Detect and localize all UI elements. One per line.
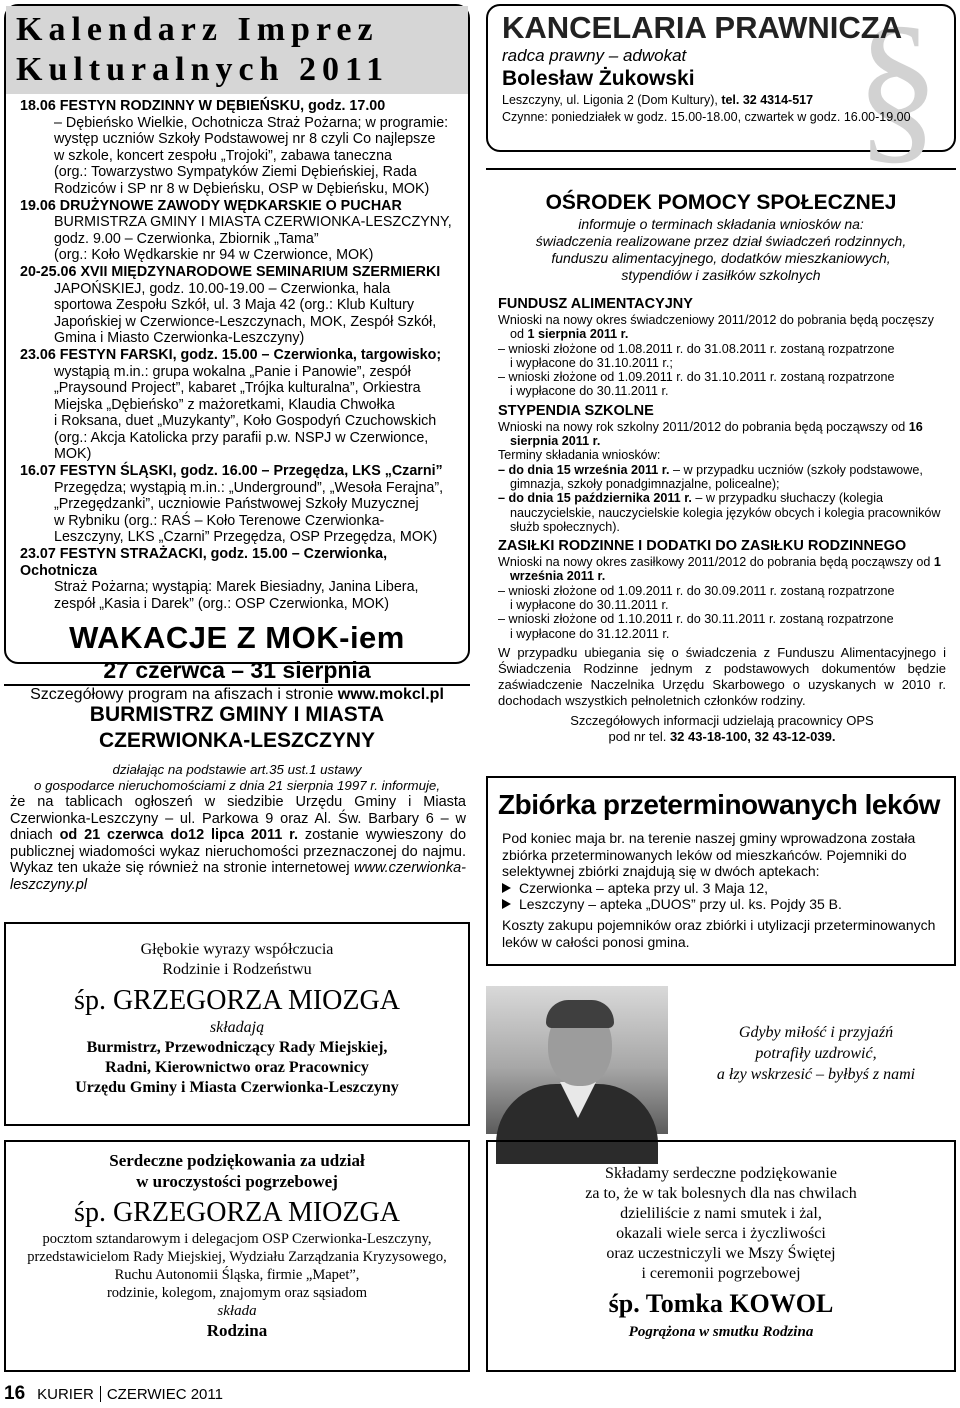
event-line: Japońskiej w Czerwionce-Leszczynach, MOK, Zespół Szkół, — [54, 313, 437, 330]
event-line: występ uczniów Szkoły Podstawowej nr 8 czyli Co najlepsze — [54, 131, 436, 148]
calendar-events — [6, 94, 468, 612]
event-title: FESTYN ŚLĄSKI, godz. 16.00 – Przegędza, LKS „Czarni” — [59, 463, 443, 480]
calendar-event-head — [20, 463, 458, 480]
fundusz-heading: FUNDUSZ ALIMENTACYJNY — [498, 296, 693, 312]
kancelaria-phone: tel. 32 4314-517 — [721, 93, 814, 107]
fundusz-item-2: – wnioski złożone od 1.09.2011 r. do 31.10.2011 r. zostaną rozpatrzone — [498, 370, 895, 385]
event-line: w Rybniku (org.: RAŚ – Koło Terenowe Czerwionka- — [54, 512, 385, 529]
issue-month: CZERWIEC 2011 — [106, 1385, 223, 1403]
event-line: (org.: Akcja Katolicka przy parafii p.w. NSPJ w Czerwionce, MOK) — [54, 429, 429, 463]
calendar-event — [20, 463, 458, 546]
zbiorka-title: Zbiórka przeterminowanych leków — [498, 789, 940, 820]
event-line: Straż Pożarna; wystąpią: Marek Biesiadny, Janina Libera, — [54, 579, 419, 596]
ops-intro-1: informuje o terminach składania wniosków na: — [578, 216, 864, 232]
burmistrz-url[interactable]: www.czerwionka-leszczyny.pl — [10, 860, 466, 893]
event-date: 20-25.06 — [20, 263, 77, 280]
thanks1-head-1: Serdeczne podziękowania za udział — [109, 1151, 365, 1170]
event-line: BURMISTRZA GMINY I MIASTA CZERWIONKA-LESZCZYNY, — [54, 214, 452, 231]
page-number: 16 — [4, 1383, 26, 1404]
event-line: Leszczyny, LKS „Czarni” Przegędza, OSP Przegędza, MOK) — [54, 529, 438, 546]
thanks-box-2 — [486, 1140, 956, 1372]
kancelaria-address-text: Leszczyny, ul. Ligonia 2 (Dom Kultury), — [502, 93, 722, 107]
event-title: DRUŻYNOWE ZAWODY WĘDKARSKIE O PUCHAR — [59, 197, 402, 214]
event-line: „Przegędzanki”, uczniowie Państwowej Szkoły Muzycznej — [54, 496, 419, 513]
fundusz-para-text: Wnioski na nowy okres świadczeniowy 2011/2012 do pobrania będą poczęszy od — [498, 313, 934, 342]
memorial-poem — [676, 1022, 956, 1085]
thanks1-head-2: w uroczystości pogrzebowej — [136, 1172, 338, 1191]
calendar-event-head — [20, 546, 458, 579]
kowol-line-5: oraz uczestniczyli we Mszy Świętej — [606, 1245, 836, 1262]
portrait-photo — [486, 986, 668, 1134]
ops-contact-2 — [498, 729, 946, 745]
condolence1-line1: Głębokie wyrazy współczucia — [140, 941, 334, 958]
calendar-event-head — [20, 98, 458, 115]
kancelaria-address — [502, 92, 942, 109]
event-line: – Dębieńsko Wielkie, Ochotnicza Straż Pożarna; w programie: — [54, 114, 449, 131]
thanks1-verb: składa — [217, 1303, 257, 1319]
fundusz-item-1b: i wypłacone do 31.10.2011 r.; — [510, 355, 673, 370]
burmistrz-body-a: że na tablicach ogłoszeń w siedzibie Urzędu Gminy i Miasta Czerwionka-Leszczyny – ul. Parkowa 9 oraz Al. Św. Barbary 6 – w dniach — [10, 794, 466, 844]
burmistrz-legal-1: działając na podstawie art.35 ust.1 ustawy — [112, 762, 362, 777]
burmistrz-dates: od 21 czerwca do12 lipca 2011 r. — [59, 827, 299, 844]
thanks1-sign: Rodzina — [206, 1321, 268, 1340]
thanks1-line3: Ruchu Autonomii Śląska, firmie „Mapet”, — [114, 1267, 360, 1283]
event-line: JAPOŃSKIEJ, godz. 10.00-19.00 – Czerwionka, hala — [54, 280, 391, 297]
zasilki-para — [498, 555, 946, 584]
zasilki-item-2: – wnioski złożone od 1.10.2011 r. do 30.11.2011 r. zostaną rozpatrzone — [498, 612, 894, 627]
calendar-event-head — [20, 264, 458, 281]
fundusz-item-1: – wnioski złożone od 1.08.2011 r. do 31.08.2011 r. zostaną rozpatrzone — [498, 341, 895, 356]
condolence1-signer-3: Urzędu Gminy i Miasta Czerwionka-Leszczyny — [75, 1079, 399, 1096]
burmistrz-title-2: CZERWIONKA-LESZCZYNY — [98, 729, 376, 752]
burmistrz-legal-2: o gospodarce nieruchomościami z dnia 21 sierpnia 1997 r. informuje, — [33, 778, 441, 793]
ops-contact — [498, 713, 946, 745]
event-line: i Roksana, duet „Muzykanty”, Koło Gospodyń Czuchowskich — [54, 413, 437, 430]
calendar-event-head — [20, 347, 458, 364]
event-line: zespół „Kasia i Darek” (org.: OSP Czerwionka, MOK) — [54, 595, 390, 612]
event-date: 19.06 — [20, 197, 56, 214]
kowol-line-4: okazali wiele serca i życzliwości — [616, 1225, 826, 1242]
wakacje-url[interactable]: www.mokcl.pl — [337, 686, 444, 704]
zbiorka-body — [488, 822, 954, 950]
event-date: 18.06 — [20, 98, 56, 114]
burmistrz-title: BURMISTRZ GMINY I MIASTA — [89, 703, 385, 726]
wakacje-info-text: Szczegółowy program na afiszach i stronie — [30, 686, 334, 704]
calendar-header — [6, 6, 468, 94]
event-line: w szkole, koncert zespołu „Trojoki”, zabawa taneczna — [54, 147, 392, 164]
calendar-subtitle: Kulturalnych 2011 — [16, 51, 390, 88]
thanks1-name: śp. GRZEGORZA MIOZGA — [74, 1197, 400, 1228]
condolence1-signer-1: Burmistrz, Przewodniczący Rady Miejskiej, — [86, 1039, 388, 1056]
calendar-box — [4, 4, 470, 704]
calendar-event — [20, 347, 458, 463]
event-line: wystąpią m.in.: grupa wokalna „Panie i Panowie”, zespół — [54, 363, 411, 380]
kowol-line-3: dzieliliście z nami smutek i żal, — [620, 1205, 822, 1222]
footer-divider — [100, 1386, 101, 1402]
thanks-box-1 — [4, 1140, 470, 1372]
calendar-event — [20, 198, 458, 264]
kowol-name: śp. Tomka KOWOL — [608, 1289, 834, 1318]
stypendia-item-1 — [498, 463, 946, 492]
kowol-sign: Pogrążona w smutku Rodzina — [628, 1324, 814, 1340]
event-line: Przegędza; wystąpią m.in.: „Underground”, „Wesoła Ferajna”, — [54, 479, 444, 496]
thanks1-line1: pocztom sztandarowym i delegacjom OSP Czerwionka-Leszczyny, — [42, 1231, 432, 1247]
condolence1-signer-2: Radni, Kierownictwo oraz Pracownicy — [105, 1059, 369, 1076]
burmistrz-notice — [4, 684, 470, 916]
fundusz-date: 1 sierpnia 2011 r. — [527, 327, 629, 342]
ops-intro — [486, 216, 956, 284]
wakacje-title: WAKACJE Z MOK-iem — [69, 620, 405, 656]
calendar-event — [20, 546, 458, 612]
ops-body — [486, 284, 956, 745]
condolence1-verb: składają — [209, 1019, 265, 1036]
ops-phones: 32 43-18-100, 32 43-12-039. — [669, 728, 836, 744]
ops-intro-3: funduszu alimentacyjnego, dodatków mieszkaniowych, — [551, 250, 891, 266]
kancelaria-hours: Czynne: poniedziałek w godz. 15.00-18.00, czwartek w godz. 16.00-19.00 — [502, 110, 911, 124]
zbiorka-para-1: Pod koniec maja br. na terenie naszej gminy wprowadzona została zbiórka przeterminowanych leków od mieszkańców. Pojemniki do selektywnej zbiórki znajdują się w dwóch aptekach: — [502, 830, 916, 880]
event-date: 23.07 — [20, 546, 56, 563]
ops-contact-1: Szczegółowych informacji udzielają pracownicy OPS — [570, 712, 874, 728]
burmistrz-body — [10, 794, 466, 894]
kancelaria-subtitle: radca prawny – adwokat — [502, 46, 687, 65]
ops-intro-4: stypendiów i zasiłków szkolnych — [621, 267, 821, 283]
condolence1-line2: Rodzinie i Rodzeństwu — [162, 961, 312, 978]
stypendia-heading: STYPENDIA SZKOLNE — [498, 402, 654, 419]
kancelaria-title: KANCELARIA PRAWNICZA — [502, 10, 903, 45]
portrait-hair — [546, 1000, 614, 1028]
condolence-box-1 — [4, 922, 470, 1126]
page-footer — [4, 1382, 223, 1406]
ops-notice — [486, 168, 956, 758]
paragraph-icon: § — [855, 0, 940, 179]
event-line: „Praysound Project”, kabaret „Trójka kulturalna”, Orkiestra — [54, 380, 421, 397]
fundusz-item-2b: i wypłacone do 30.11.2011 r. — [510, 384, 669, 399]
zasilki-item-1: – wnioski złożone od 1.09.2011 r. do 30.09.2011 r. zostaną rozpatrzone — [498, 583, 895, 598]
wakacje-dates: 27 czerwca – 31 sierpnia — [103, 657, 371, 684]
kancelaria-ad — [486, 0, 956, 179]
event-line: Miejska „Dębieńsko” z mażoretkami, Klaudia Chwołka — [54, 396, 395, 413]
event-line: (org.: Towarzystwo Sympatyków Ziemi Dębieńskiej, Rada — [54, 164, 417, 181]
ops-contact-2-text: pod nr tel. — [608, 728, 670, 744]
stypendia-item-2-date: – do dnia 15 października 2011 r. — [498, 491, 692, 506]
zasilki-heading: ZASIŁKI RODZINNE I DODATKI DO ZASIŁKU RODZINNEGO — [498, 538, 907, 555]
event-line: sportowa Zespołu Szkół, ul. 3 Maja 42 (org.: Klub Kultury — [54, 297, 414, 314]
zbiorka-item-1-text: Czerwionka – apteka przy ul. 3 Maja 12, — [519, 879, 769, 896]
kancelaria-name: Bolesław Żukowski — [502, 67, 695, 90]
condolence1-name: śp. GRZEGORZA MIOZGA — [74, 985, 400, 1016]
stypendia-para-text: Wnioski na nowy rok szkolny 2011/2012 do pobrania będą począwszy od — [498, 419, 909, 434]
zasilki-date: 1 września 2011 r. — [510, 555, 941, 584]
calendar-event — [20, 98, 458, 198]
event-line: godz. 9.00 – Czerwionka, Zbiornik „Tama” — [54, 230, 319, 247]
publication-name: KURIER — [37, 1385, 94, 1403]
event-title: FESTYN STRAŻACKI, godz. 15.00 – Czerwionka, Ochotnicza — [20, 546, 388, 579]
poem-line-3: a łzy wskrzesić – byłbyś z nami — [716, 1066, 916, 1083]
poem-line-2: potrafiły uzdrowić, — [755, 1045, 877, 1062]
zbiorka-item-2 — [502, 896, 944, 913]
zasilki-item-1b: i wypłacone do 30.11.2011 r. — [510, 598, 669, 613]
event-title: XVII MIĘDZYNARODOWE SEMINARIUM SZERMIERKI — [80, 263, 441, 280]
kowol-line-1: Składamy serdeczne podziękowanie — [605, 1165, 837, 1182]
thanks1-line2: przedstawicielom Rady Miejskiej, Wydziału Zarządzania Kryzysowego, — [27, 1249, 447, 1265]
ops-intro-2: świadczenia realizowane przez dział świadczeń rodzinnych, — [535, 233, 907, 249]
zbiorka-item-2-text: Leszczyny – apteka „DUOS” przy ul. ks. Pojdy 35 B. — [519, 896, 842, 913]
kowol-line-2: za to, że w tak bolesnych dla nas chwilach — [585, 1185, 857, 1202]
event-line: Rodziców i SP nr 8 w Dębieńsku, OSP w Dębieńsku, MOK) — [54, 180, 430, 197]
zasilki-item-2b: i wypłacone do 31.12.2011 r. — [510, 626, 670, 641]
triangle-bullet-icon — [502, 899, 511, 909]
event-date: 16.07 — [20, 463, 56, 480]
zbiorka-item-1 — [502, 880, 944, 897]
event-title: FESTYN FARSKI, godz. 15.00 – Czerwionka, targowisko; — [59, 346, 442, 363]
zasilki-para-text: Wnioski na nowy okres zasiłkowy 2011/2012 do pobrania będą począwszy od — [498, 555, 934, 570]
fundusz-para — [498, 313, 946, 342]
stypendia-item-1-text: – w przypadku uczniów (szkoły podstawowe, gimnazja, szkoły ponadgimnazjalne, policealne); — [510, 462, 923, 491]
zbiorka-para-2: Koszty zakupu pojemników oraz zbiórki i utylizacji przeterminowanych leków w całości ponosi gmina. — [502, 916, 936, 950]
stypendia-item-2 — [498, 491, 946, 534]
stypendia-date: 16 sierpnia 2011 r. — [510, 419, 923, 449]
poem-line-1: Gdyby miłość i przyjaźń — [738, 1024, 894, 1041]
burmistrz-body-c: zostanie wywieszony do publicznej wiadomości wykaz nieruchomości przeznaczonej do najmu. Wykaz ten ukaże się również na stronie internetowej — [10, 827, 467, 877]
zbiorka-box — [486, 776, 956, 966]
event-date: 23.06 — [20, 346, 56, 363]
thanks1-line4: rodzinie, kolegom, znajomym oraz sąsiadom — [106, 1285, 368, 1301]
event-line: Gmina i Miasto Czerwionka-Leszczyny) — [54, 330, 305, 347]
stypendia-para — [498, 420, 946, 449]
stypendia-terms: Terminy składania wniosków: — [498, 448, 661, 463]
event-line: (org.: Koło Wędkarskie nr 94 w Czerwionce, MOK) — [54, 247, 374, 264]
calendar-event — [20, 264, 458, 347]
ops-title: OŚRODEK POMOCY SPOŁECZNEJ — [545, 191, 897, 214]
event-title: FESTYN RODZINNY W DĘBIEŃSKU, godz. 17.00 — [59, 98, 386, 114]
stypendia-item-1-date: – do dnia 15 września 2011 r. — [498, 462, 670, 477]
stypendia-item-2-text: – w przypadku słuchaczy (kolegia nauczycielskie, nauczycielskie kolegia języków obcych i kolegia pracowników służb społecznych). — [510, 491, 941, 534]
triangle-bullet-icon — [502, 883, 511, 893]
kowol-line-6: i ceremonii pogrzebowej — [641, 1265, 801, 1282]
ops-paragraph: W przypadku ubiegania się o świadczenia z Funduszu Alimentacyjnego i Świadczenia Rodzinne jednym z podstawowych dokumentów będzie zaświadczenie Naczelnika Urzędu Skarbowego o uzyskanych w 2010 r. dochodach wszystkich pełnoletnich członków rodziny. — [498, 644, 946, 708]
calendar-title: Kalendarz Imprez — [16, 11, 379, 48]
calendar-event-head — [20, 198, 458, 215]
